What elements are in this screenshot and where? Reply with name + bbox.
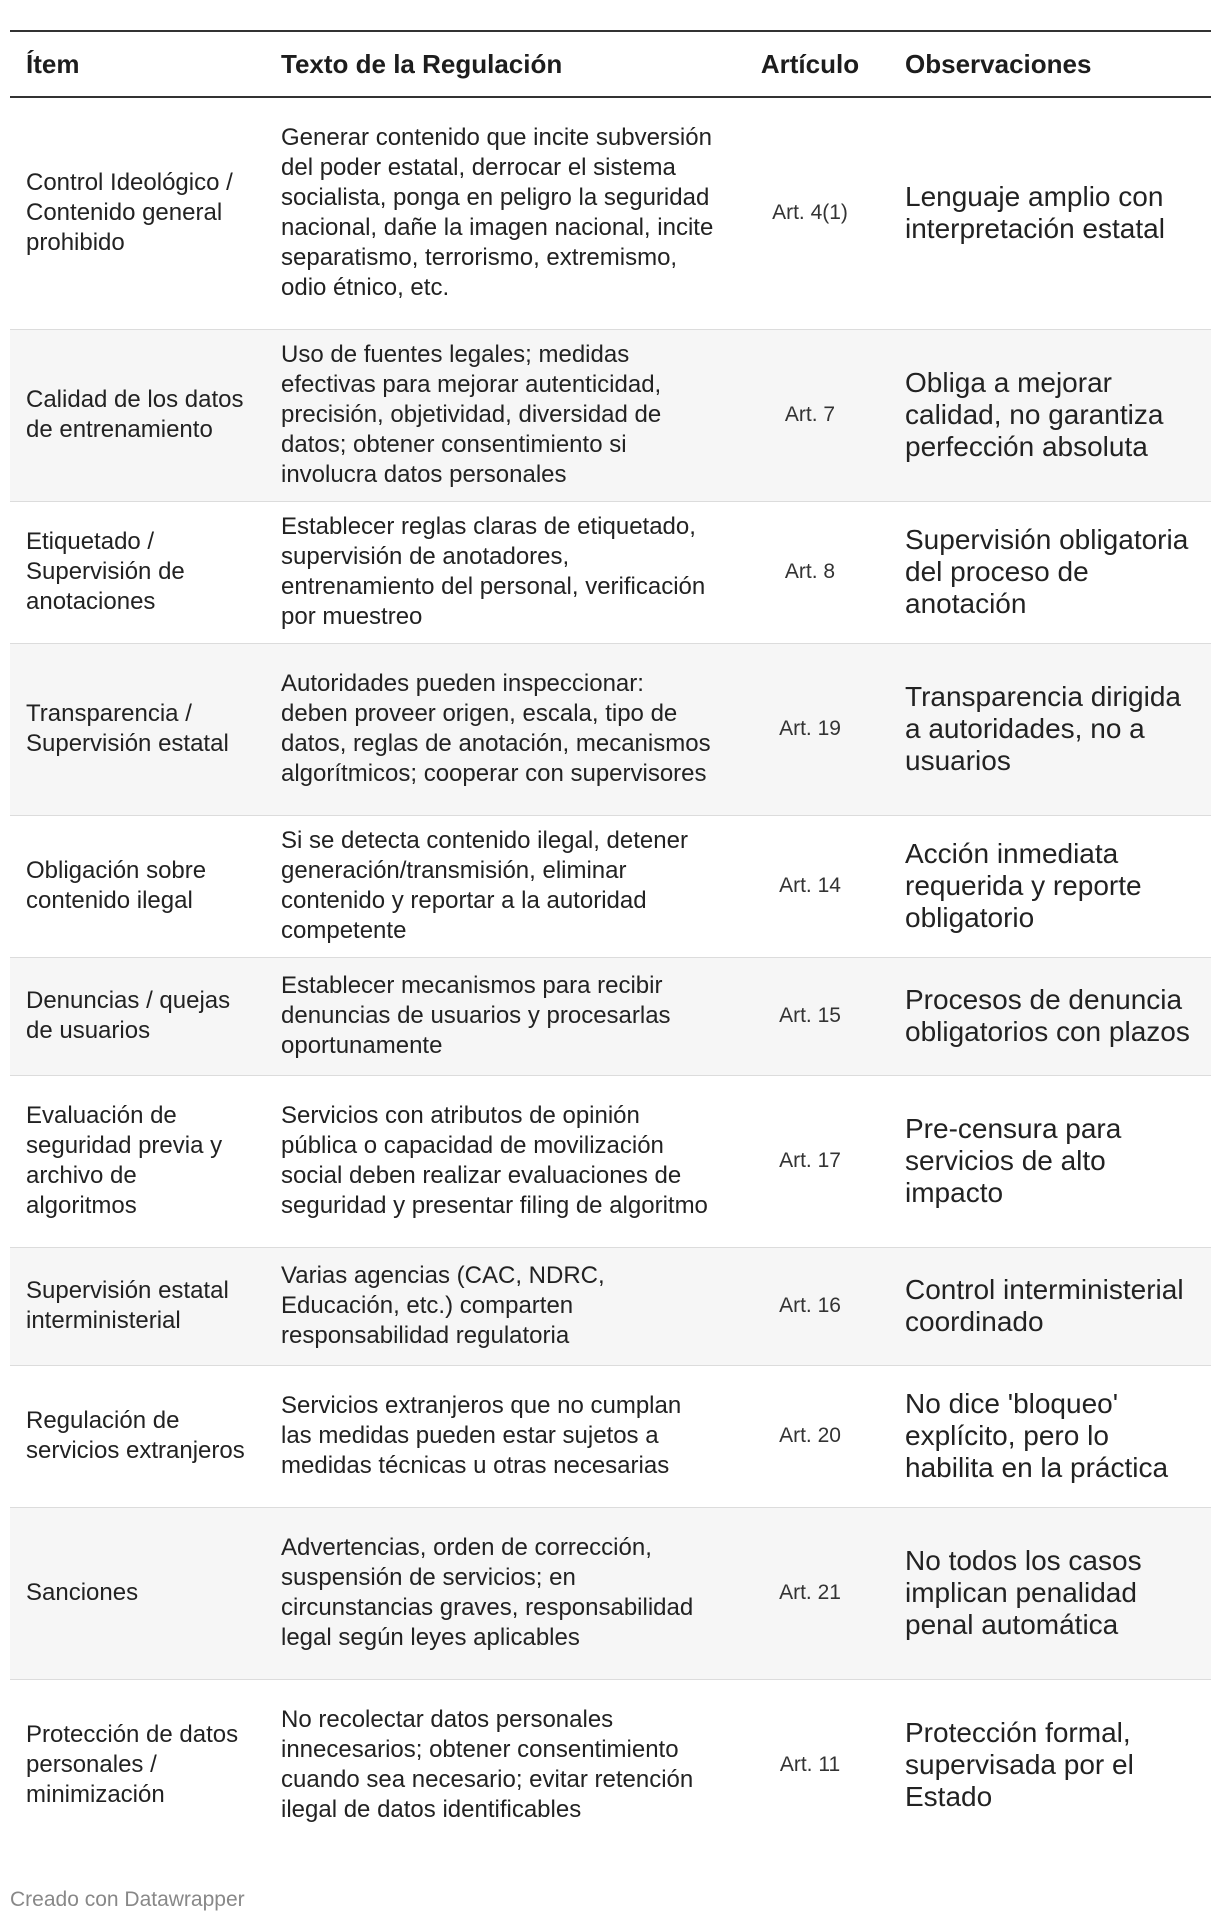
cell-observaciones: Supervisión obligatoria del proceso de anotación <box>889 501 1211 643</box>
table-row <box>10 1679 1211 1851</box>
cell-item: Transparencia / Supervisión estatal <box>10 643 265 815</box>
table-row <box>10 1075 1211 1247</box>
table-row <box>10 957 1211 1075</box>
header-observaciones: Observaciones <box>889 31 1211 97</box>
regulation-table-container <box>10 30 1211 1851</box>
table-row <box>10 815 1211 957</box>
cell-observaciones: No dice 'bloqueo' explícito, pero lo habilita en la práctica <box>889 1365 1211 1507</box>
cell-observaciones: No todos los casos implican penalidad penal automática <box>889 1507 1211 1679</box>
cell-articulo: Art. 16 <box>731 1247 889 1365</box>
cell-texto: Establecer reglas claras de etiquetado, supervisión de anotadores, entrenamiento del personal, verificación por muestreo <box>265 501 731 643</box>
cell-item: Sanciones <box>10 1507 265 1679</box>
cell-texto: Servicios extranjeros que no cumplan las medidas pueden estar sujetos a medidas técnicas u otras necesarias <box>265 1365 731 1507</box>
cell-texto: Advertencias, orden de corrección, suspensión de servicios; en circunstancias graves, responsabilidad legal según leyes aplicables <box>265 1507 731 1679</box>
cell-texto: Autoridades pueden inspeccionar: deben proveer origen, escala, tipo de datos, reglas de anotación, mecanismos algorítmicos; cooperar con supervisores <box>265 643 731 815</box>
cell-articulo: Art. 4(1) <box>731 97 889 329</box>
table-row <box>10 1507 1211 1679</box>
cell-observaciones: Obliga a mejorar calidad, no garantiza perfección absoluta <box>889 329 1211 501</box>
cell-item: Etiquetado / Supervisión de anotaciones <box>10 501 265 643</box>
cell-item: Denuncias / quejas de usuarios <box>10 957 265 1075</box>
header-texto: Texto de la Regulación <box>265 31 731 97</box>
table-row <box>10 97 1211 329</box>
cell-observaciones: Lenguaje amplio con interpretación estatal <box>889 97 1211 329</box>
cell-articulo: Art. 7 <box>731 329 889 501</box>
table-row <box>10 643 1211 815</box>
header-item: Ítem <box>10 31 265 97</box>
cell-articulo: Art. 21 <box>731 1507 889 1679</box>
cell-item: Obligación sobre contenido ilegal <box>10 815 265 957</box>
cell-observaciones: Pre-censura para servicios de alto impacto <box>889 1075 1211 1247</box>
cell-item: Protección de datos personales / minimización <box>26 1721 239 1809</box>
cell-articulo: Art. 17 <box>731 1075 889 1247</box>
cell-item: Control Ideológico / Contenido general prohibido <box>10 97 265 329</box>
datawrapper-credit: Creado con Datawrapper <box>10 1888 245 1911</box>
header-row <box>10 31 1211 97</box>
cell-texto: Generar contenido que incite subversión del poder estatal, derrocar el sistema socialista, ponga en peligro la seguridad nacional, dañe la imagen nacional, incite separatismo, terrorismo, extremismo, odio étnico, etc. <box>265 97 731 329</box>
cell-item: Calidad de los datos de entrenamiento <box>10 329 265 501</box>
table-row <box>10 1365 1211 1507</box>
table-row <box>10 1247 1211 1365</box>
cell-texto: No recolectar datos personales innecesarios; obtener consentimiento cuando sea necesario; evitar retención ilegal de datos identificables <box>281 1706 694 1824</box>
cell-item: Evaluación de seguridad previa y archivo de algoritmos <box>10 1075 265 1247</box>
cell-articulo: Art. 14 <box>731 815 889 957</box>
cell-item: Supervisión estatal interministerial <box>10 1247 265 1365</box>
table-row <box>10 329 1211 501</box>
cell-texto: Si se detecta contenido ilegal, detener generación/transmisión, eliminar contenido y reportar a la autoridad competente <box>265 815 731 957</box>
cell-observaciones: Transparencia dirigida a autoridades, no a usuarios <box>889 643 1211 815</box>
cell-articulo: Art. 19 <box>731 643 889 815</box>
cell-observaciones: Control interministerial coordinado <box>889 1247 1211 1365</box>
cell-observaciones: Acción inmediata requerida y reporte obligatorio <box>889 815 1211 957</box>
cell-observaciones: Procesos de denuncia obligatorios con plazos <box>889 957 1211 1075</box>
cell-articulo: Art. 15 <box>731 957 889 1075</box>
cell-texto: Establecer mecanismos para recibir denuncias de usuarios y procesarlas oportunamente <box>265 957 731 1075</box>
cell-texto: Varias agencias (CAC, NDRC, Educación, etc.) comparten responsabilidad regulatoria <box>265 1247 731 1365</box>
cell-observaciones: Protección formal, supervisada por el Estado <box>905 1717 1134 1813</box>
cell-texto: Uso de fuentes legales; medidas efectivas para mejorar autenticidad, precisión, objetividad, diversidad de datos; obtener consentimiento si involucra datos personales <box>265 329 731 501</box>
table-header <box>10 31 1211 97</box>
cell-articulo: Art. 20 <box>731 1365 889 1507</box>
header-articulo: Artículo <box>731 31 889 97</box>
cell-texto: Servicios con atributos de opinión pública o capacidad de movilización social deben realizar evaluaciones de seguridad y presentar filing de algoritmo <box>265 1075 731 1247</box>
table-body <box>10 97 1211 1851</box>
regulation-table <box>10 30 1211 1851</box>
table-row <box>10 501 1211 643</box>
cell-articulo: Art. 8 <box>731 501 889 643</box>
cell-articulo: Art. 11 <box>779 1753 841 1777</box>
cell-item: Regulación de servicios extranjeros <box>10 1365 265 1507</box>
